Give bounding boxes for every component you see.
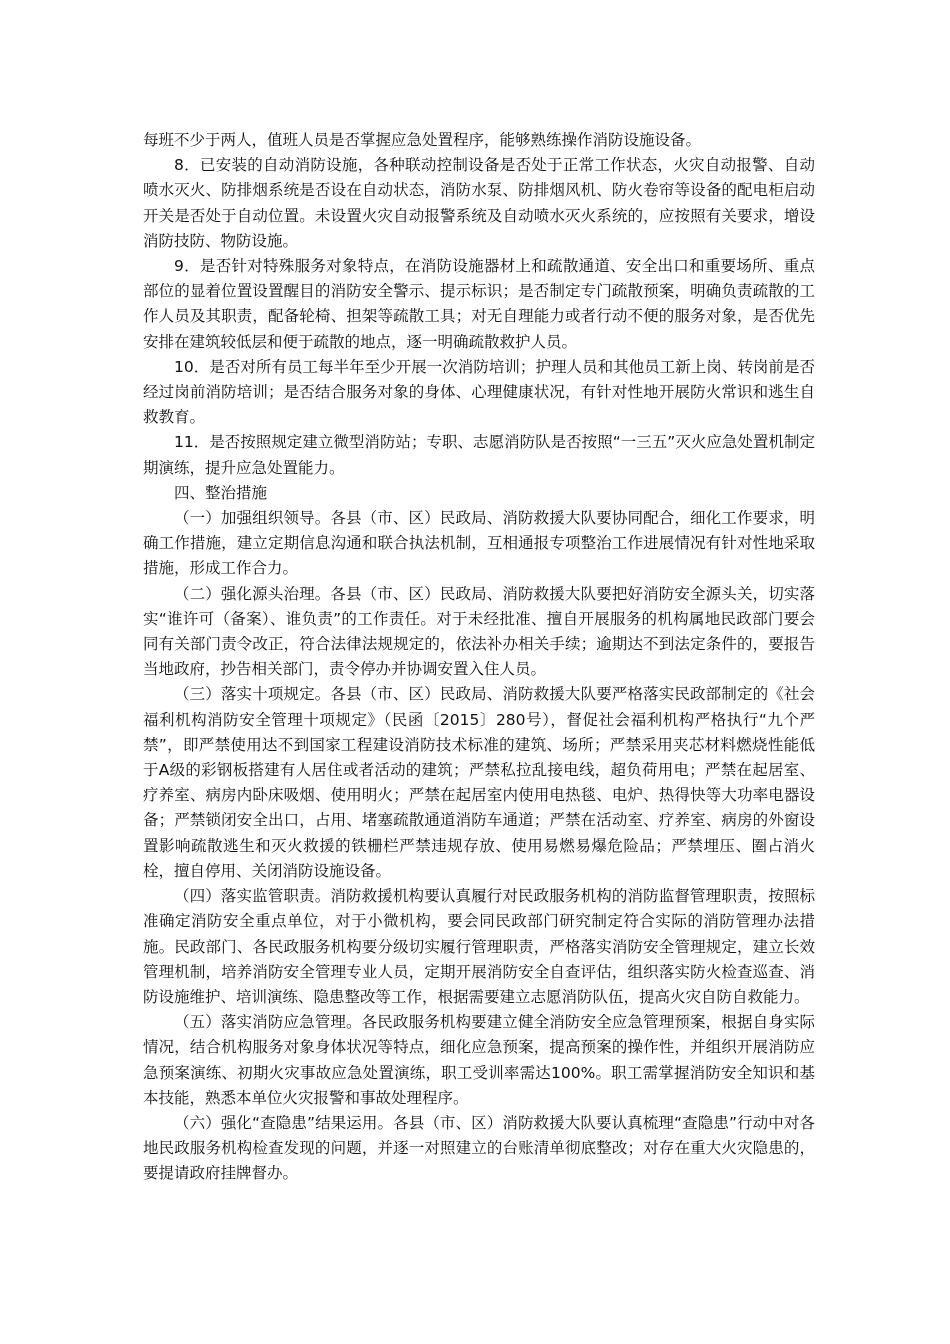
- paragraph-measure-2: （二）强化源头治理。各县（市、区）民政局、消防救援大队要把好消防安全源头关，切实落实“谁许可（备案）、谁负责”的工作责任。对于未经批准、擅自开展服务的机构属地民政部门要会同有关部门责令改正，符合法律法规规定的，依法补办相关手续；逾期达不到法定条件的，要报告当地政府，抄告相关部门，责令停办并协调安置入住人员。: [143, 584, 815, 679]
- paragraph-item-8: 8．已安装的自动消防设施，各种联动控制设备是否处于正常工作状态，火灾自动报警、自动喷水灭火、防排烟系统是否设在自动状态，消防水泵、防排烟风机、防火卷帘等设备的配电柜启动开关是否处于自动位置。未设置火灾自动报警系统及自动喷水灭火系统的，应按照有关要求，增设消防技防、物防设施。: [143, 156, 815, 250]
- section-heading: 四、整治措施: [174, 483, 268, 502]
- paragraph-measure-6: （六）强化“查隐患”结果运用。各县（市、区）消防救援大队要认真梳理“查隐患”行动中对各地民政服务机构检查发现的问题，并逐一对照建立的台账清单彻底整改；对存在重大火灾隐患的，要提请政府挂牌督办。: [143, 1113, 815, 1183]
- paragraph-item-9: 9．是否针对特殊服务对象特点，在消防设施器材上和疏散通道、安全出口和重要场所、重点部位的显着位置设置醒目的消防安全警示、提示标识；是否制定专门疏散预案，明确负责疏散的工作人员及其职责，配备轮椅、担架等疏散工具；对无自理能力或者行动不便的服务对象，是否优先安排在建筑较低层和便于疏散的地点，逐一明确疏散救护人员。: [143, 257, 815, 351]
- paragraph-measure-3: （三）落实十项规定。各县（市、区）民政局、消防救援大队要严格落实民政部制定的《社会福利机构消防安全管理十项规定》（民函〔2015〕280号），督促社会福利机构严格执行“九个严禁”，即严禁使用达不到国家工程建设消防技术标准的建筑、场所；严禁采用夹芯材料燃烧性能低于A级的彩钢板搭建有人居住或者活动的建筑；严禁私拉乱接电线，超负荷用电；严禁在起居室、疗养室、病房内卧床吸烟、使用明火；严禁在起居室内使用电热毯、电炉、热得快等大功率电器设备；严禁锁闭安全出口，占用、堵塞疏散通道消防车通道；严禁在活动室、疗养室、病房的外窗设置影响疏散逃生和灭火救援的铁栅栏严禁违规存放、使用易燃易爆危险品；严禁埋压、圈占消火栓，擅自停用、关闭消防设施设备。: [143, 685, 815, 880]
- paragraph-measure-4: （四）落实监管职责。消防救援机构要认真履行对民政服务机构的消防监督管理职责，按照标准确定消防安全重点单位，对于小微机构，要会同民政部门研究制定符合实际的消防管理办法措施。民政部门、各民政服务机构要分级切实履行管理职责，严格落实消防安全管理规定，建立长效管理机制，培养消防安全管理专业人员，定期开展消防安全自查评估，组织落实防火检查巡查、消防设施维护、培训演练、隐患整改等工作，根据需要建立志愿消防队伍，提高火灾自防自救能力。: [143, 887, 815, 1006]
- paragraph-measure-5: （五）落实消防应急管理。各民政服务机构要建立健全消防安全应急管理预案，根据自身实际情况，结合机构服务对象身体状况等特点，细化应急预案，提高预案的操作性，并组织开展消防应急预案演练、初期火灾事故应急处置演练，职工受训率需达100%。职工需掌握消防安全知识和基本技能，熟悉本单位火灾报警和事故处理程序。: [143, 1013, 815, 1107]
- paragraph-item-11: 11．是否按照规定建立微型消防站；专职、志愿消防队是否按照“一三五”灭火应急处置机制定期演练，提升应急处置能力。: [143, 433, 815, 477]
- paragraph-measure-1: （一）加强组织领导。各县（市、区）民政局、消防救援大队要协同配合，细化工作要求，明确工作措施，建立定期信息沟通和联合执法机制，互相通报专项整治工作进展情况有针对性地采取措施，形成工作合力。: [143, 509, 815, 578]
- paragraph-continued: 每班不少于两人，值班人员是否掌握应急处置程序，能够熟练操作消防设施设备。: [143, 131, 702, 149]
- document-body: [143, 128, 815, 1187]
- paragraph-item-10: 10．是否对所有员工每半年至少开展一次消防培训；护理人员和其他员工新上岗、转岗前是否经过岗前消防培训；是否结合服务对象的身体、心理健康状况，有针对性地开展防火常识和逃生自救教育。: [143, 357, 815, 427]
